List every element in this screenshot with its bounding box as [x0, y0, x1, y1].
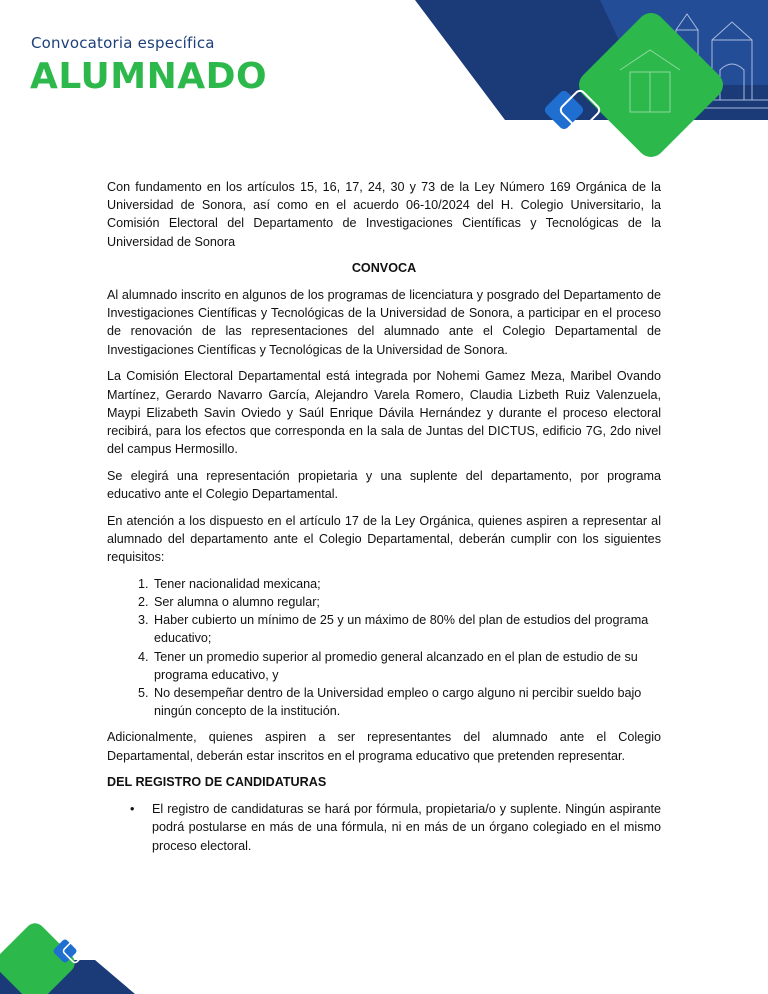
registro-list — [107, 800, 661, 855]
list-item: 1. Tener nacionalidad mexicana; — [152, 575, 661, 593]
footer-decoration — [0, 920, 160, 994]
requirements-list — [107, 575, 661, 721]
paragraph-4: En atención a los dispuesto en el artículo 17 de la Ley Orgánica, quienes aspiren a representar al alumnado del departamento ante el Colegio Departamental, deberán cumplir con los siguientes requisitos: — [107, 513, 661, 565]
convoca-heading: CONVOCA — [351, 261, 417, 276]
paragraph-3: Se elegirá una representación propietaria y una suplente del departamento, por programa educativo ante el Colegio Departamental. — [107, 468, 661, 502]
header-kicker: Convocatoria específica — [31, 34, 215, 52]
section-heading-registro: DEL REGISTRO DE CANDIDATURAS — [107, 775, 327, 790]
list-item: 2. Ser alumna o alumno regular; — [152, 593, 661, 611]
intro-paragraph: Con fundamento en los artículos 15, 16, 17, 24, 30 y 73 de la Ley Número 169 Orgánica de la Universidad de Sonora, así como en el acuerdo 06-10/2024 del H. Colegio Universitario, la Comisión Electoral del Departamento de Investigaciones Científicas y Tecnológicas de la Universidad de Sonora — [107, 180, 661, 249]
page-title: ALUMNADO — [30, 56, 268, 97]
list-item: • El registro de candidaturas se hará por fórmula, propietaria/o y suplente. Ningún aspirante podrá postularse en más de una fórmula, ni en más de un órgano colegiado en el mismo proceso electoral. — [152, 800, 661, 855]
list-item: 4. Tener un promedio superior al promedio general alcanzado en el plan de estudio de su programa educativo, y — [152, 648, 661, 684]
paragraph-2: La Comisión Electoral Departamental está integrada por Nohemi Gamez Meza, Maribel Ovando Martínez, Gerardo Navarro García, Alejandro Varela Romero, Claudia Lizbeth Ruiz Valenzuela, Maypi Elizabeth Savin Oviedo y Saúl Enrique Dávila Hernández y durante el proceso electoral recibirá, para los efectos que corresponda en la sala de Juntas del DICTUS, edificio 7G, 2do nivel del campus Hermosillo. — [107, 369, 661, 457]
list-item: 5. No desempeñar dentro de la Universidad empleo o cargo alguno ni percibir sueldo bajo ningún concepto de la institución. — [152, 684, 661, 720]
document-body — [107, 178, 661, 855]
paragraph-1: Al alumnado inscrito en algunos de los programas de licenciatura y posgrado del Departamento de Investigaciones Científicas y Tecnológicas de la Universidad de Sonora, a participar en el proceso de renovación de las representaciones del alumnado ante el Colegio Departamental de Investigaciones Científicas y Tecnológicas de la Universidad de Sonora. — [107, 288, 661, 357]
paragraph-5: Adicionalmente, quienes aspiren a ser representantes del alumnado ante el Colegio Departamental, deberán estar inscritos en el programa educativo que pretenden representar. — [107, 730, 661, 763]
list-item: 3. Haber cubierto un mínimo de 25 y un máximo de 80% del plan de estudios del programa educativo; — [152, 611, 661, 647]
